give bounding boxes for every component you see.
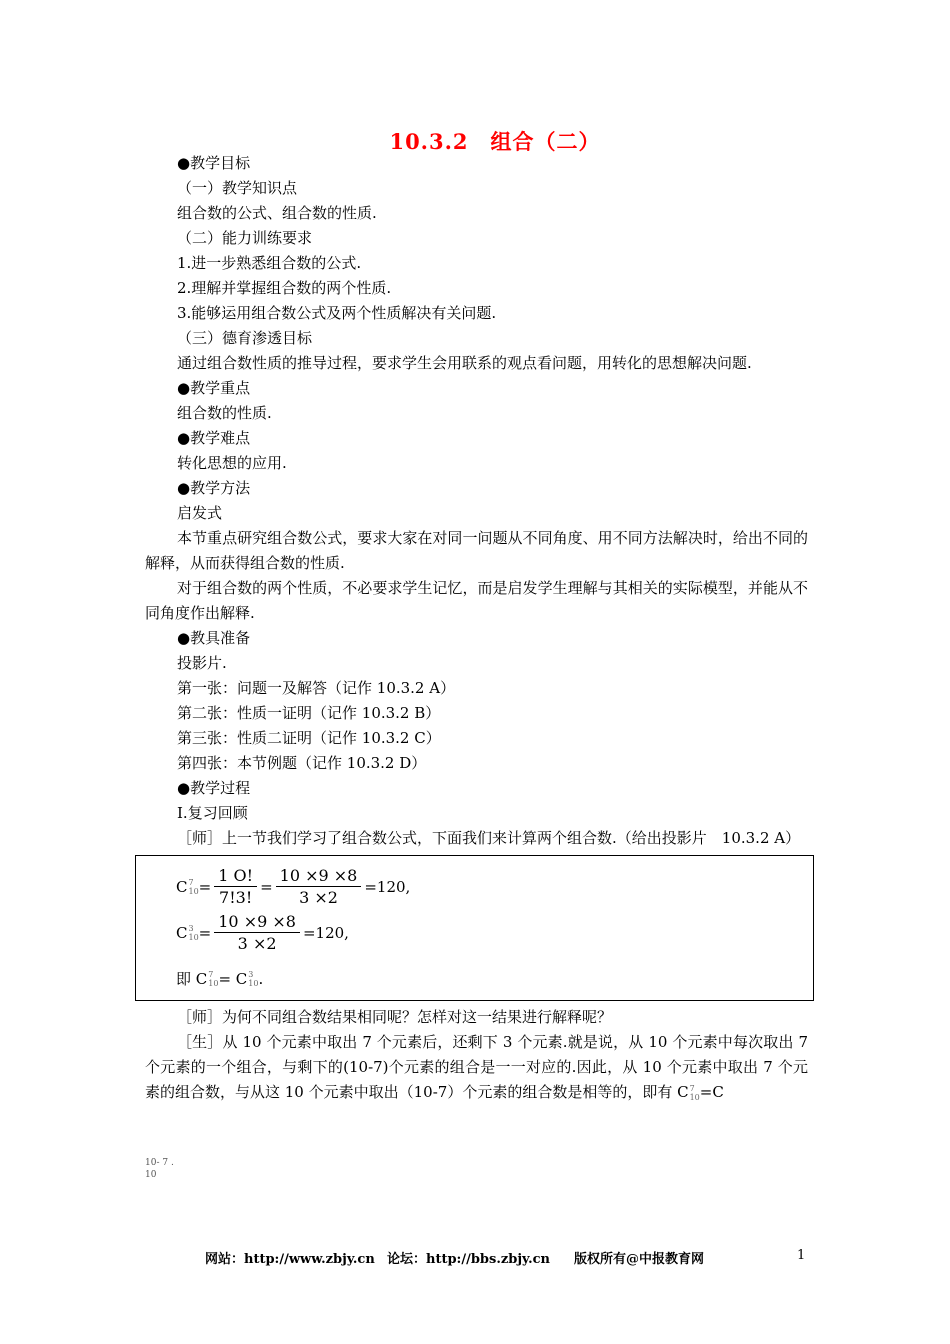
subscript: 10 bbox=[188, 887, 199, 896]
superscript: 3 bbox=[248, 970, 254, 979]
equation-end: . bbox=[258, 969, 264, 988]
document-title: 10.3.2 组合（二） bbox=[389, 129, 601, 154]
text-line: 第三张：性质二证明（记作 10.3.2 C） bbox=[177, 729, 441, 747]
denominator: 3 ×2 bbox=[299, 887, 338, 907]
text-line: 通过组合数性质的推导过程，要求学生会用联系的观点看问题，用转化的思想解决问题. bbox=[177, 354, 752, 372]
subscript: 10 bbox=[188, 933, 199, 942]
equals-sign: = bbox=[198, 877, 212, 896]
section-heading: ●教学重点 bbox=[177, 379, 251, 397]
footer-copyright: 版权所有@中报教育网 bbox=[574, 1252, 705, 1267]
combination-symbol: C 7 10 bbox=[176, 877, 199, 896]
text-line: 组合数的性质. bbox=[177, 404, 272, 422]
superscript: 7 bbox=[208, 970, 214, 979]
subscript: 10 bbox=[208, 979, 219, 988]
subsection-heading: （一）教学知识点 bbox=[177, 179, 298, 197]
formula-row-3 bbox=[176, 956, 813, 1002]
section-heading: ●教学方法 bbox=[177, 479, 251, 497]
formula-row-2 bbox=[176, 910, 813, 956]
result: =120, bbox=[364, 877, 411, 896]
subsection-heading: （三）德育渗透目标 bbox=[177, 329, 313, 347]
paragraph: 对于组合数的两个性质，不必要求学生记忆，而是启发学生理解与其相关的实际模型，并能从不同角度作出解释. bbox=[145, 579, 808, 622]
fraction bbox=[214, 866, 257, 909]
equals-sign: = bbox=[198, 923, 212, 942]
result: =120, bbox=[302, 923, 349, 942]
text-line: 第四张：本节例题（记作 10.3.2 D） bbox=[177, 754, 427, 772]
numerator: 1 O! bbox=[214, 866, 257, 887]
trailing-formula-fragment: 10- 7 . 10 bbox=[145, 1158, 174, 1180]
document-body bbox=[145, 151, 808, 1105]
text-line: 3.能够运用组合数公式及两个性质解决有关问题. bbox=[177, 304, 497, 322]
text-line: 2.理解并掌握组合数的两个性质. bbox=[177, 279, 392, 297]
text-line: 第一张：问题一及解答（记作 10.3.2 A） bbox=[177, 679, 456, 697]
text-line: 1.进一步熟悉组合数的公式. bbox=[177, 254, 362, 272]
subscript: 10 bbox=[689, 1093, 700, 1102]
equation-middle: = C bbox=[218, 969, 248, 988]
superscript: 7 bbox=[689, 1084, 695, 1093]
paragraph: ［师］为何不同组合数结果相同呢？怎样对这一结果进行解释呢？ bbox=[177, 1008, 613, 1026]
superscript: 7 bbox=[188, 878, 194, 887]
subsection-heading: Ⅰ.复习回顾 bbox=[177, 804, 248, 822]
text-line: 转化思想的应用. bbox=[177, 454, 287, 472]
text-line: 启发式 bbox=[177, 504, 223, 522]
denominator: 3 ×2 bbox=[237, 933, 277, 953]
subscript: 10 bbox=[248, 979, 259, 988]
paragraph: ［师］上一节我们学习了组合数公式，下面我们来计算两个组合数.（给出投影片 10.3.2 A） bbox=[177, 829, 801, 847]
numerator: 10 ×9 ×8 bbox=[214, 912, 300, 933]
combination-symbol: C 3 10 bbox=[176, 923, 199, 942]
paragraph: 本节重点研究组合数公式，要求大家在对同一问题从不同角度、用不同方法解决时，给出不同的解释，从而获得组合数的性质. bbox=[145, 529, 808, 572]
formula-box bbox=[135, 855, 814, 1001]
fraction bbox=[214, 912, 300, 955]
section-heading: ●教学过程 bbox=[177, 779, 251, 797]
page-number: 1 bbox=[797, 1248, 806, 1263]
fraction bbox=[276, 866, 362, 909]
text-line: 投影片. bbox=[177, 654, 227, 672]
superscript: 3 bbox=[188, 924, 194, 933]
text-line: 第二张：性质一证明（记作 10.3.2 B） bbox=[177, 704, 441, 722]
text-line: 组合数的公式、组合数的性质. bbox=[177, 204, 377, 222]
denominator: 7!3! bbox=[219, 887, 253, 907]
formula-row-1 bbox=[176, 864, 813, 910]
equation-prefix: 即 C bbox=[176, 969, 208, 988]
paragraph: ［生］从 10 个元素中取出 7 个元素后，还剩下 3 个元素.就是说，从 10 个元素中每次取出 7 个元素的一个组合，与剩下的(10-7)个元素的组合是一一对应的.因此，从 10 个元素中取出 7 个元素的组合数，与从这 10 个元素中取出（10-7）个元素的组合数是相等的，即有 C 7 10 =C bbox=[145, 1033, 808, 1102]
section-heading: ●教学目标 bbox=[177, 154, 251, 172]
section-heading: ●教具准备 bbox=[177, 629, 251, 647]
numerator: 10 ×9 ×8 bbox=[276, 866, 362, 887]
section-heading: ●教学难点 bbox=[177, 429, 251, 447]
equals-sign: = bbox=[260, 877, 273, 896]
footer-forum[interactable]: 论坛：http://bbs.zbjy.cn bbox=[387, 1252, 551, 1267]
subsection-heading: （二）能力训练要求 bbox=[177, 229, 313, 247]
footer-website[interactable]: 网站：http://www.zbjy.cn bbox=[205, 1252, 375, 1267]
